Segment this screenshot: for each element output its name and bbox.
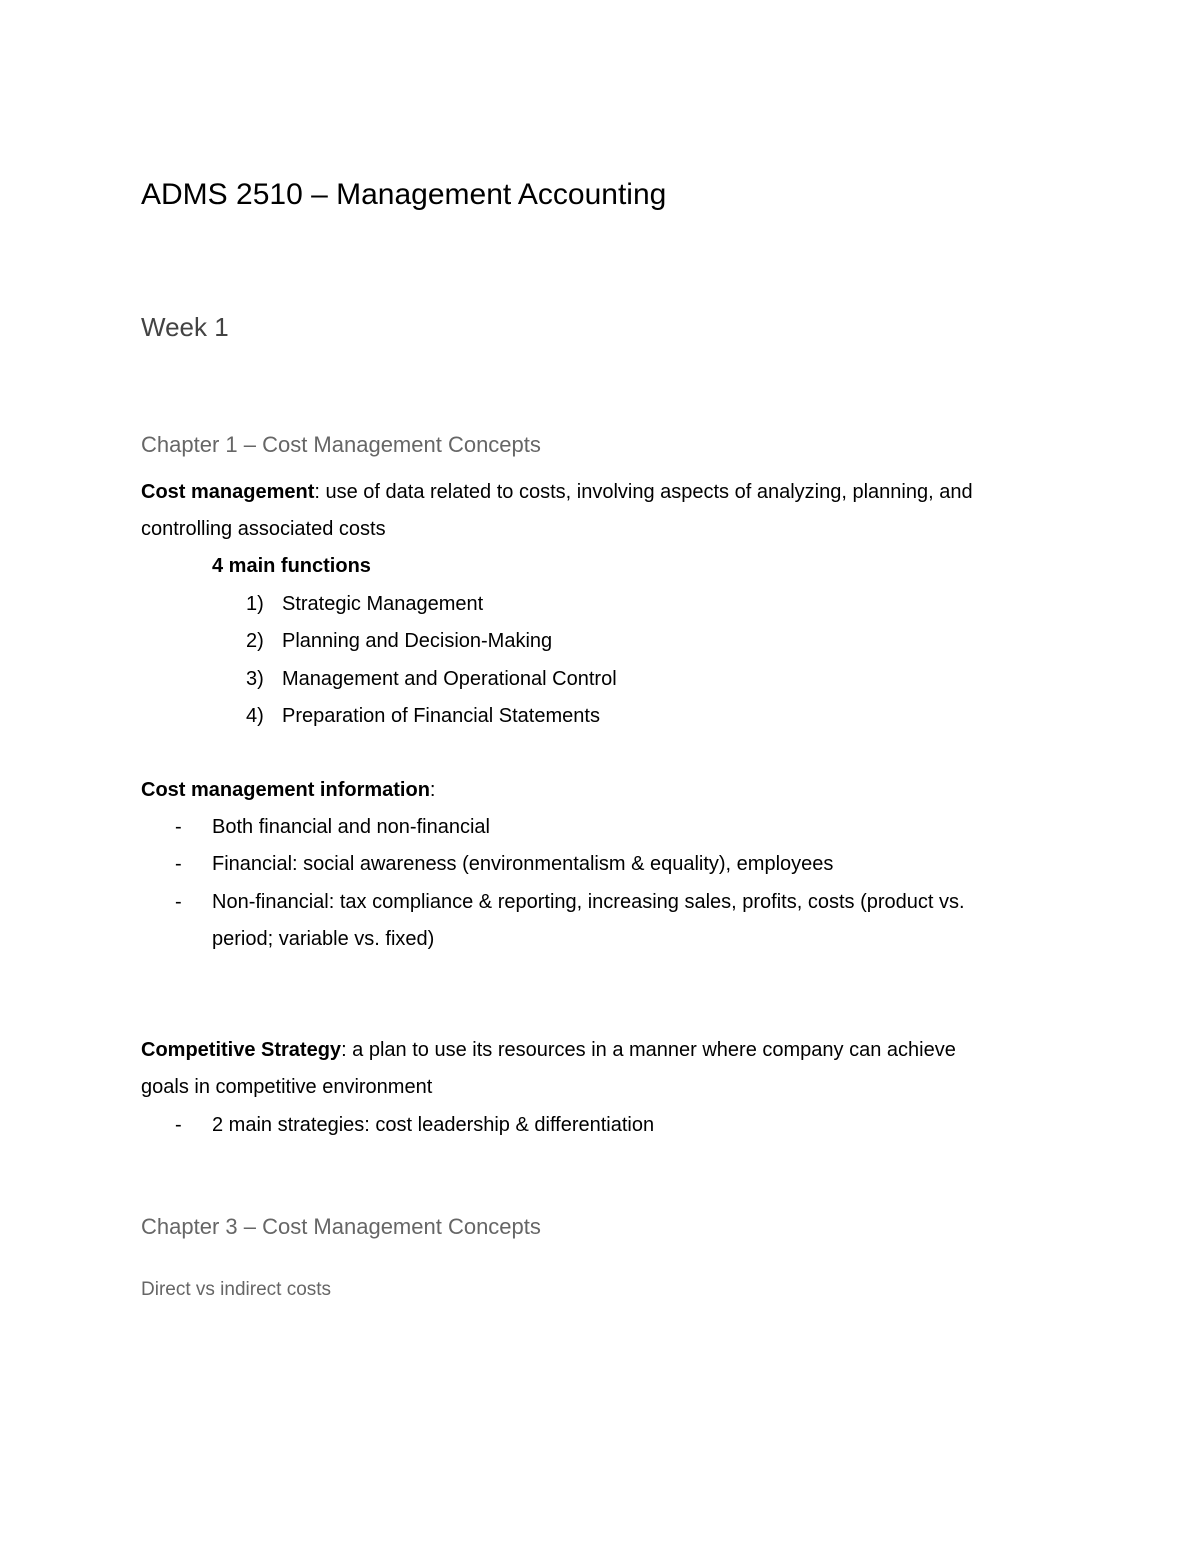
bullet-dash: - (175, 853, 182, 875)
competitive-strategy-definition (141, 1032, 956, 1069)
chapter-3-heading: Chapter 3 – Cost Management Concepts (141, 1214, 541, 1239)
cost-management-definition-text: : use of data related to costs, involving aspects of analyzing, planning, and (314, 481, 973, 503)
cost-management-term: Cost management (141, 481, 315, 503)
chapter-1-heading: Chapter 1 – Cost Management Concepts (141, 432, 541, 457)
list-item: Strategic Management (282, 593, 484, 615)
list-item: Planning and Decision-Making (282, 630, 553, 652)
competitive-strategy-term: Competitive Strategy (141, 1039, 342, 1061)
list-item: 2 main strategies: cost leadership & differentiation (212, 1114, 655, 1136)
bullet-dash: - (175, 816, 182, 838)
week-heading: Week 1 (141, 312, 229, 342)
list-item-number: 1) (246, 593, 264, 615)
list-item: Management and Operational Control (282, 668, 617, 690)
cost-management-definition-continued: controlling associated costs (141, 518, 386, 540)
list-item-number: 2) (246, 630, 264, 652)
cost-management-information-heading (141, 772, 435, 809)
list-item-number: 4) (246, 705, 264, 727)
list-item: Financial: social awareness (environmentalism & equality), employees (212, 853, 834, 875)
bullet-dash: - (175, 1114, 182, 1136)
list-item: Non-financial: tax compliance & reporting, increasing sales, profits, costs (product vs. (212, 891, 965, 913)
list-item-number: 3) (246, 668, 264, 690)
cost-management-information-term: Cost management information (141, 779, 430, 801)
direct-vs-indirect-costs-heading: Direct vs indirect costs (141, 1279, 332, 1300)
list-item-continued: period; variable vs. fixed) (212, 928, 435, 950)
cost-management-information-suffix: : (429, 779, 436, 801)
bullet-dash: - (175, 891, 182, 913)
cost-management-definition (141, 474, 973, 511)
competitive-strategy-definition-text: : a plan to use its resources in a manner where company can achieve (341, 1039, 956, 1061)
list-item: Both financial and non-financial (212, 816, 490, 838)
functions-heading: 4 main functions (212, 555, 371, 577)
document-title: ADMS 2510 – Management Accounting (141, 178, 667, 211)
competitive-strategy-definition-continued: goals in competitive environment (141, 1076, 433, 1098)
list-item: Preparation of Financial Statements (282, 705, 600, 727)
